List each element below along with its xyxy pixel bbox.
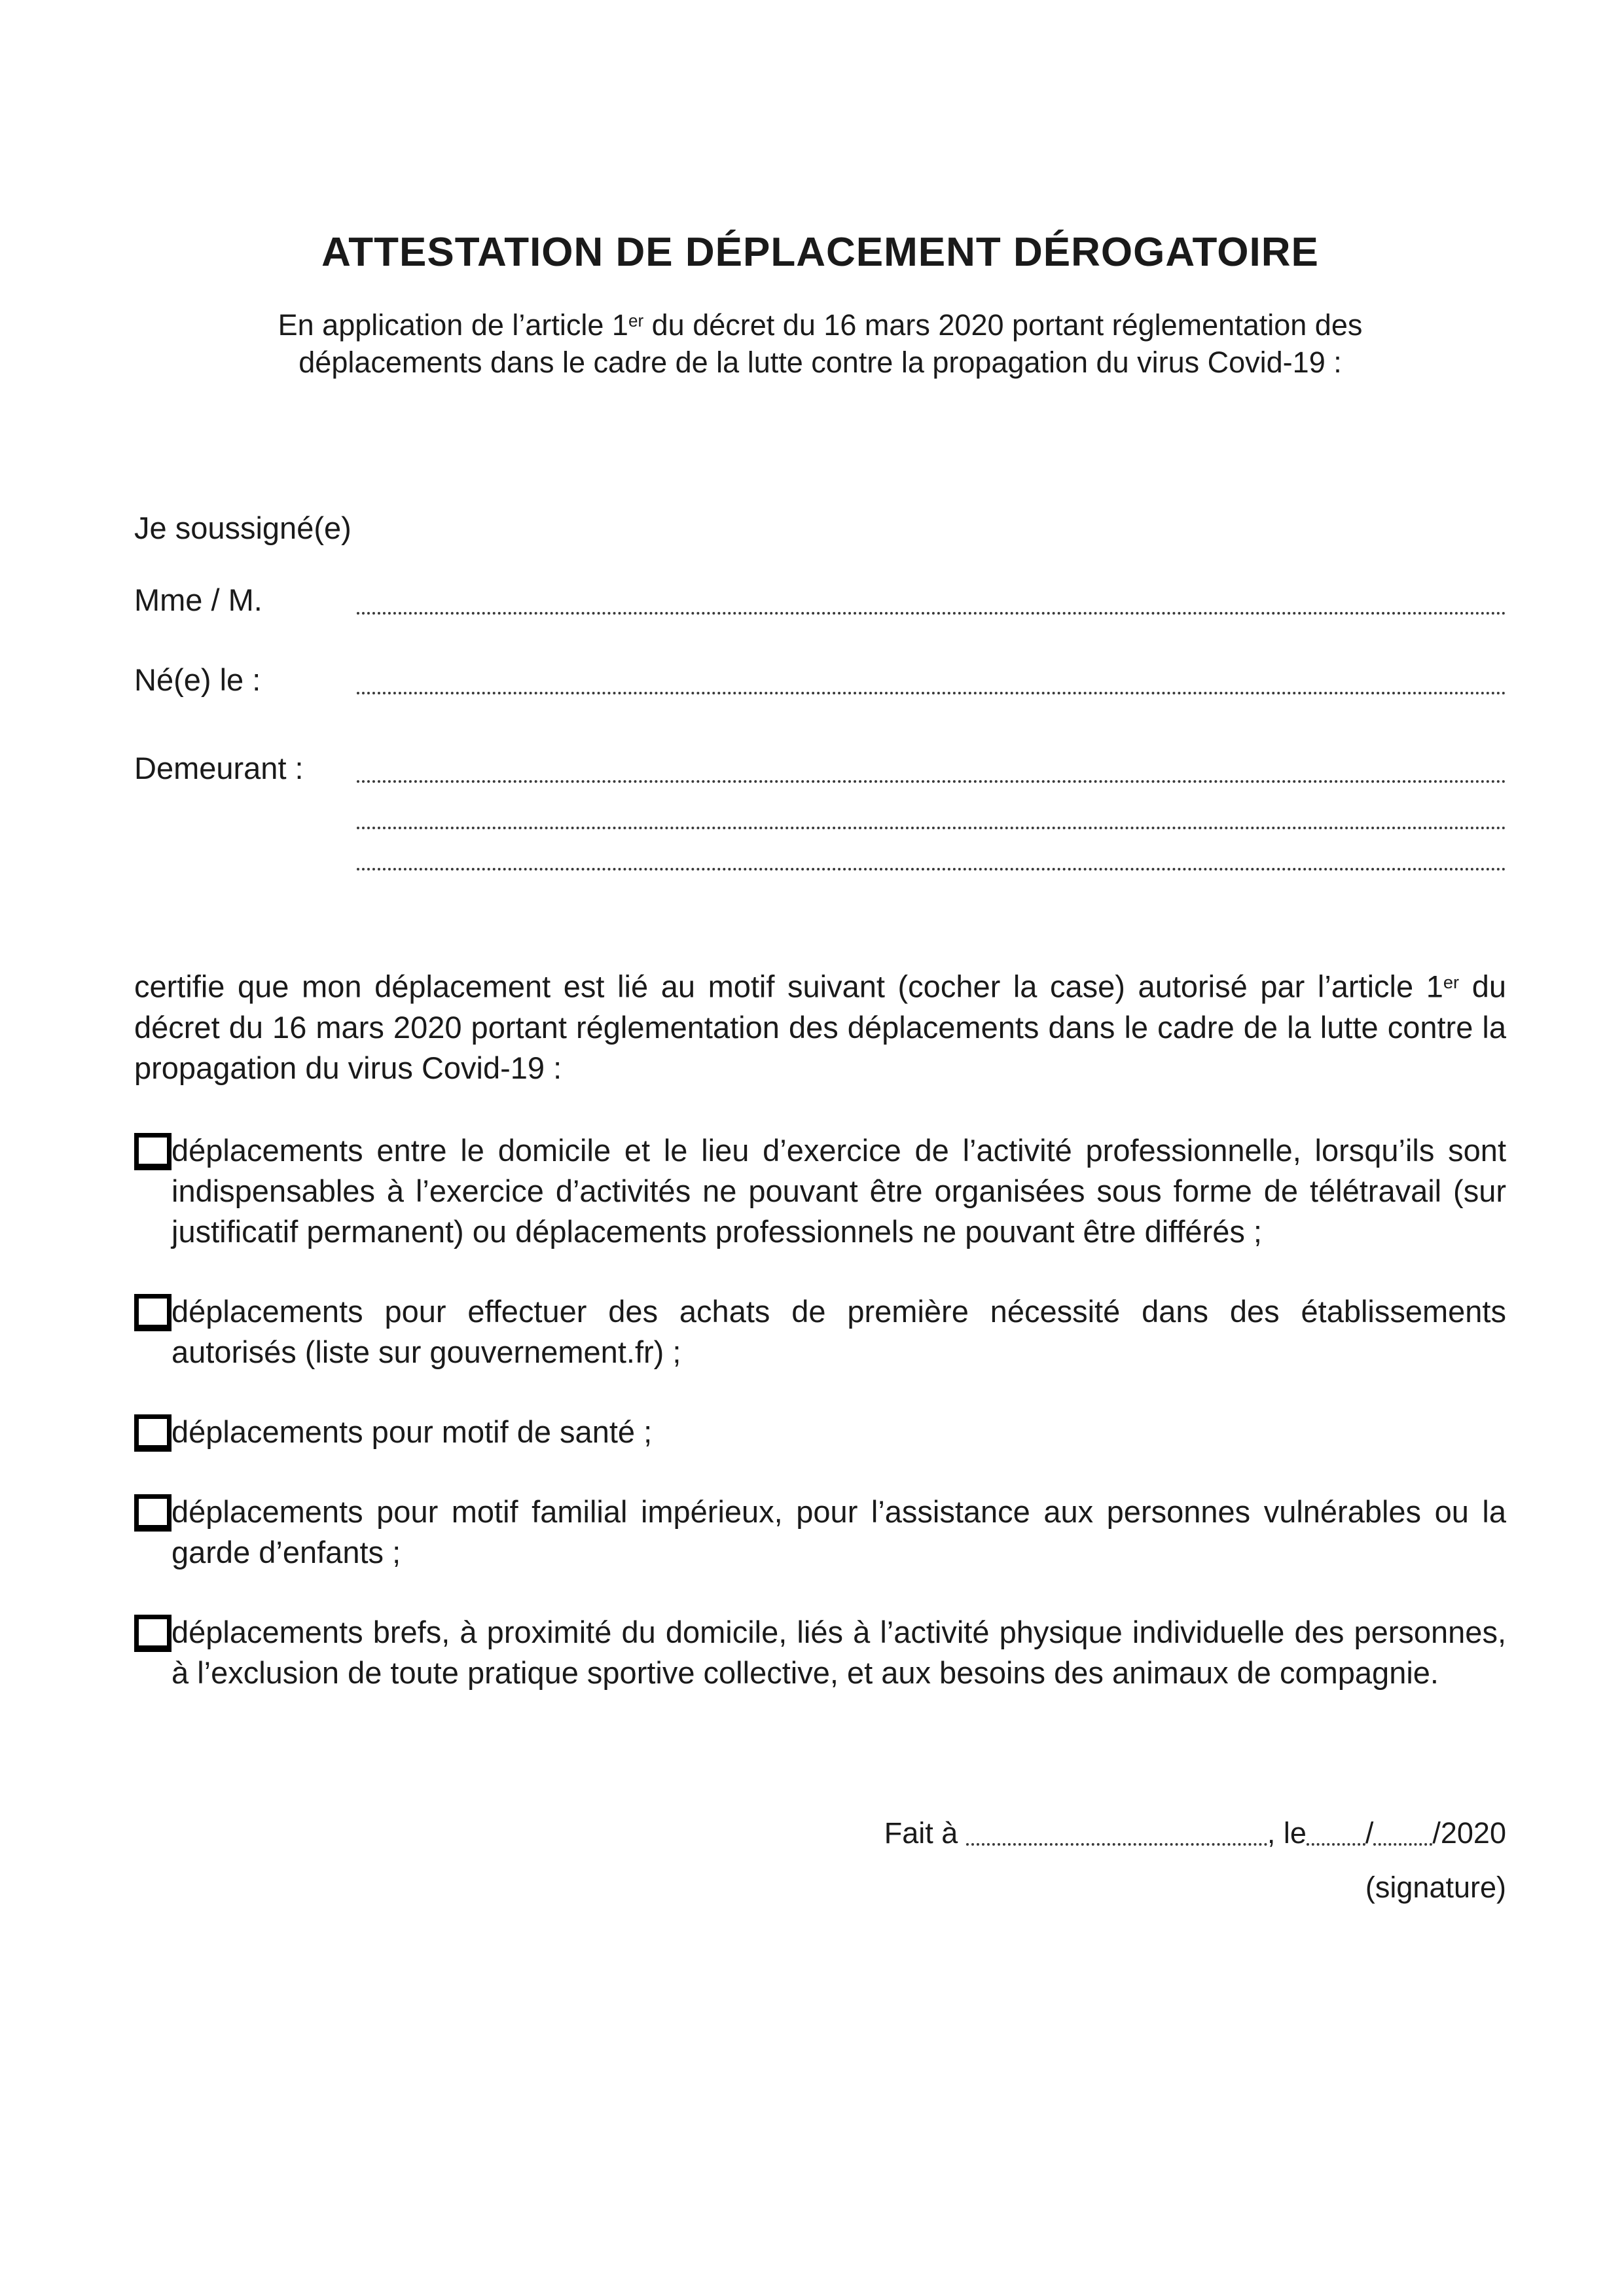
field-row-birthdate [134,660,1506,700]
certification-paragraph [134,962,1506,1088]
fait-a-label: Fait à [884,1816,958,1850]
reason-text-shopping: déplacements pour effectuer des achats de première nécessité dans des établissements autorisés (liste sur gouvernement.fr) ; [171,1293,1506,1369]
field-label-birthdate: Né(e) le : [134,662,261,698]
reason-item-exercise [134,1612,1506,1693]
day-fill-line[interactable] [1307,1835,1365,1846]
subtitle-superscript: er [628,311,644,331]
name-fill-line[interactable] [357,612,1506,615]
le-label: , le [1267,1816,1307,1850]
intro-je-soussigne: Je soussigné(e) [134,511,352,546]
reason-item-health [134,1412,1506,1452]
reason-item-work [134,1130,1506,1252]
reason-text-exercise: déplacements brefs, à proximité du domicile, liés à l’activité physique individuelle des personnes, à l’exclusion de toute pratique sportive collective, et aux besoins des animaux de compagnie. [171,1614,1506,1690]
document-title: ATTESTATION DE DÉPLACEMENT DÉROGATOIRE [321,230,1319,275]
city-fill-line[interactable] [966,1835,1267,1846]
birthdate-fill-line[interactable] [357,692,1506,694]
reason-item-shopping [134,1291,1506,1372]
reason-checkbox-health[interactable] [134,1414,171,1452]
document-content [134,0,1506,1907]
reason-text-family: déplacements pour motif familial impérieux, pour l’assistance aux personnes vulnérables ou la garde d’enfants ; [171,1494,1506,1570]
field-label-name: Mme / M. [134,583,262,618]
reason-checkbox-shopping[interactable] [134,1294,171,1331]
address-fill-line-2[interactable] [357,827,1506,829]
reason-checkbox-work[interactable] [134,1133,171,1170]
reason-text-work: déplacements entre le domicile et le lieu d’exercice de l’activité professionnelle, lorsqu’ils sont indispensables à l’exercice d’activités ne pouvant être organisées sous forme de télétravail (sur justificatif permanent) ou déplacements professionnels ne pouvant être différés ; [171,1132,1506,1249]
year-label: /2020 [1432,1816,1506,1850]
field-label-address: Demeurant : [134,751,304,786]
certification-superscript: er [1443,972,1460,993]
certification-text-start: certifie que mon déplacement est lié au motif suivant (cocher la case) autorisé par l’article 1 [134,969,1443,1004]
month-fill-line[interactable] [1373,1835,1432,1846]
certification-text-end: du décret du 16 mars 2020 portant réglementation des déplacements dans le cadre de la lutte contre la propagation du virus Covid-19 : [134,969,1506,1085]
subtitle-text-end: du décret du 16 mars 2020 portant réglementation des déplacements dans le cadre de la lutte contre la propagation du virus Covid-19 : [298,308,1363,380]
address-fill-line-1[interactable] [357,780,1506,783]
reason-item-family [134,1492,1506,1573]
reason-checkbox-exercise[interactable] [134,1615,171,1652]
signature-label: (signature) [1365,1870,1506,1904]
field-row-address [134,749,1506,788]
reason-text-health: déplacements pour motif de santé ; [171,1414,653,1449]
field-row-name [134,581,1506,620]
slash-separator: / [1365,1816,1374,1850]
footer-date-line [134,1814,1506,1852]
subtitle-text-start: En application de l’article 1 [278,308,628,342]
document-subtitle [198,302,1442,381]
address-fill-line-3[interactable] [357,868,1506,870]
reason-checkbox-family[interactable] [134,1494,171,1532]
